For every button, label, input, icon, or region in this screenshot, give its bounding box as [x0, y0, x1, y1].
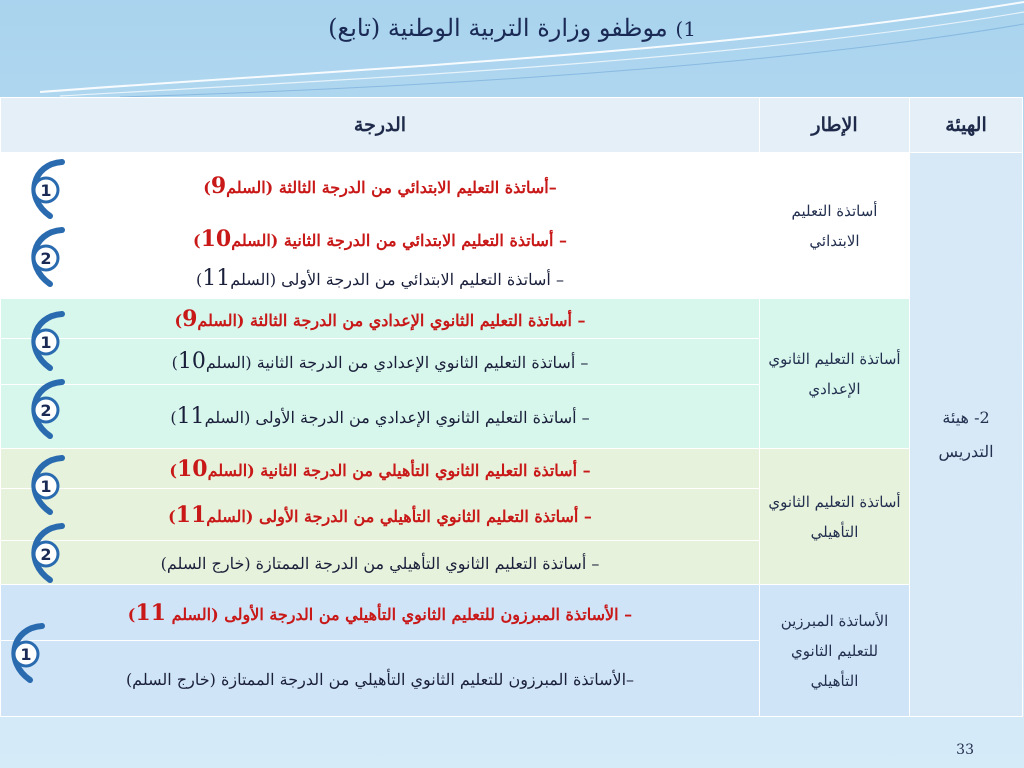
grade-text: – أساتذة التعليم الثانوي التأهيلي من الدرجة الثانية (السلم: [207, 460, 591, 480]
scale-badge: [24, 522, 70, 588]
grade-text: – أساتذة التعليم الثانوي الإعدادي من الدرجة الأولى (السلم: [204, 408, 590, 427]
grade-text: – أساتذة التعليم الابتدائي من الدرجة الأولى (السلم: [230, 270, 564, 289]
grade-scale-number: 11: [135, 599, 166, 626]
grade-cell: [1, 541, 760, 585]
badge-number: 2: [40, 249, 52, 268]
grade-cell: [1, 449, 760, 489]
slide-title: [0, 14, 1024, 42]
grade-cell: [1, 489, 760, 541]
grade-cell: [1, 219, 760, 259]
arrow-ring-icon: [24, 522, 70, 584]
grade-close-paren: ): [203, 177, 211, 197]
badge-number: 1: [40, 333, 52, 352]
grade-close-paren: ): [170, 408, 177, 427]
grade-cell: [1, 339, 760, 385]
grade-cell: [1, 299, 760, 339]
scale-badge: [24, 158, 70, 224]
frame-cell: الأساتذة المبرزين للتعليم الثانوي التأهيلي: [760, 585, 910, 717]
grade-cell: [1, 385, 760, 449]
grade-close-paren: ): [171, 353, 178, 372]
table-row: [1, 449, 1023, 489]
badge-number: 1: [20, 645, 32, 664]
table-row: [1, 585, 1023, 641]
grade-scale-number: 11: [176, 404, 205, 429]
frame-cell: أساتذة التعليم الابتدائي: [760, 153, 910, 299]
table-row: [1, 299, 1023, 339]
grade-scale-number: 11: [175, 501, 207, 528]
scale-badge: [4, 622, 50, 688]
body-cell: 2- هيئة التدريس: [910, 153, 1023, 717]
grade-text: –أساتذة التعليم الابتدائي من الدرجة الثالثة (السلم: [226, 177, 557, 197]
grade-scale-number: 10: [177, 349, 206, 374]
grade-scale-number: 10: [176, 455, 208, 482]
grade-text: –الأساتذة المبرزون للتعليم الثانوي التأهيلي من الدرجة الممتازة (خارج السلم): [125, 670, 635, 689]
badge-number: 2: [40, 401, 52, 420]
scale-badge: [24, 310, 70, 376]
title-number: 1): [675, 17, 696, 41]
arrow-ring-icon: [4, 622, 50, 684]
badge-number: 1: [40, 181, 52, 200]
grade-scale-number: 11: [202, 266, 231, 291]
frame-cell: أساتذة التعليم الثانوي التأهيلي: [760, 449, 910, 585]
arrow-ring-icon: [24, 378, 70, 440]
grade-close-paren: ): [196, 270, 203, 289]
grade-cell: [1, 259, 760, 299]
grade-text: – الأساتذة المبرزون للتعليم الثانوي التأهيلي من الدرجة الأولى (السلم: [166, 604, 633, 624]
grade-close-paren: ): [174, 310, 183, 330]
page-number: 33: [956, 742, 974, 758]
scale-badge: [24, 378, 70, 444]
scale-badge: [24, 226, 70, 292]
header-grade: الدرجة: [1, 98, 760, 153]
table-header-row: [1, 98, 1023, 153]
grade-text: – أساتذة التعليم الثانوي التأهيلي من الدرجة الممتازة (خارج السلم): [160, 554, 600, 573]
grade-cell: [1, 153, 760, 219]
grade-close-paren: ): [168, 506, 176, 526]
grade-close-paren: ): [193, 230, 201, 250]
grade-cell: [1, 641, 760, 717]
arrow-ring-icon: [24, 226, 70, 288]
badge-number: 1: [40, 477, 52, 496]
title-text: موظفو وزارة التربية الوطنية (تابع): [328, 14, 668, 42]
arrow-ring-icon: [24, 454, 70, 516]
header-body: الهيئة: [910, 98, 1023, 153]
grade-scale-number: 10: [200, 225, 232, 252]
grade-text: – أساتذة التعليم الابتدائي من الدرجة الثانية (السلم: [231, 230, 567, 250]
scale-badge: [24, 454, 70, 520]
grade-text: – أساتذة التعليم الثانوي التأهيلي من الدرجة الأولى (السلم: [206, 506, 592, 526]
grade-close-paren: ): [169, 460, 177, 480]
grade-cell: [1, 585, 760, 641]
grade-close-paren: ): [127, 604, 136, 624]
grade-scale-number: 9: [210, 172, 227, 199]
grade-text: – أساتذة التعليم الثانوي الإعدادي من الدرجة الثانية (السلم: [205, 353, 589, 372]
frame-cell: أساتذة التعليم الثانوي الإعدادي: [760, 299, 910, 449]
staff-grades-table: [0, 97, 1023, 717]
header-frame: الإطار: [760, 98, 910, 153]
grade-text: – أساتذة التعليم الثانوي الإعدادي من الدرجة الثالثة (السلم: [197, 310, 586, 330]
arrow-ring-icon: [24, 158, 70, 220]
arrow-ring-icon: [24, 310, 70, 372]
table-row: [1, 153, 1023, 219]
badge-number: 2: [40, 545, 52, 564]
grade-scale-number: 9: [182, 305, 198, 332]
